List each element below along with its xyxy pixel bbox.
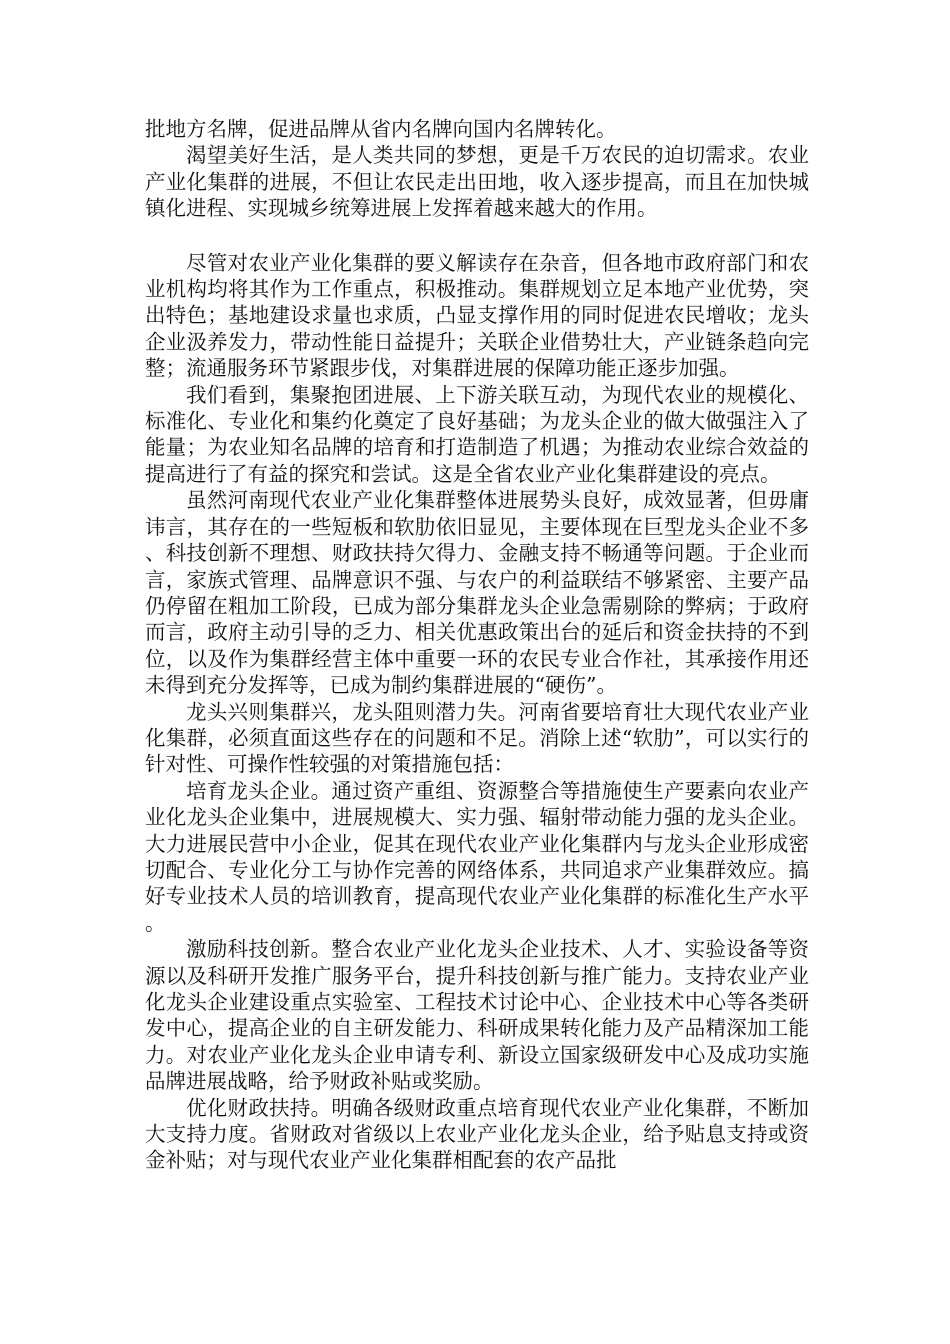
- paragraph-2: 渴望美好生活，是人类共同的梦想，更是千万农民的迫切需求。农业产业化集群的进展，不但让农民走出田地，收入逐步提高，而且在加快城镇化进程、实现城乡统筹进展上发挥着越来越大的作用。: [145, 143, 809, 221]
- paragraph-1: 批地方名牌，促进品牌从省内名牌向国内名牌转化。: [145, 117, 617, 141]
- paragraph-4: 我们看到，集聚抱团进展、上下游关联互动，为现代农业的规模化、标准化、专业化和集约化奠定了良好基础；为龙头企业的做大做强注入了能量；为农业知名品牌的培育和打造制造了机遇；为推动农业综合效益的提高进行了有益的探究和尝试。这是全省农业产业化集群建设的亮点。: [145, 382, 809, 486]
- paragraph-5: 虽然河南现代农业产业化集群整体进展势头良好，成效显著，但毋庸讳言，其存在的一些短板和软肋依旧显见，主要体现在巨型龙头企业不多、科技创新不理想、财政扶持欠得力、金融支持不畅通等问题。于企业而言，家族式管理、品牌意识不强、与农户的利益联结不够紧密、主要产品仍停留在粗加工阶段，已成为部分集群龙头企业急需剔除的弊病；于政府而言，政府主动引导的乏力、相关优惠政策出台的延后和资金扶持的不到位，以及作为集群经营主体中重要一环的农民专业合作社，其承接作用还未得到充分发挥等，已成为制约集群进展的“硬伤”。: [145, 488, 809, 698]
- paragraph-9: 优化财政扶持。明确各级财政重点培育现代农业产业化集群，不断加大支持力度。省财政对省级以上农业产业化龙头企业，给予贴息支持或资金补贴；对与现代农业产业化集群相配套的农产品批: [145, 1095, 809, 1173]
- document-page: [145, 116, 809, 1174]
- paragraph-8: 激励科技创新。整合农业产业化龙头企业技术、人才、实验设备等资源以及科研开发推广服务平台，提升科技创新与推广能力。支持农业产业化龙头企业建设重点实验室、工程技术讨论中心、企业技术中心等各类研发中心，提高企业的自主研发能力、科研成果转化能力及产品精深加工能力。对农业产业化龙头企业申请专利、新设立国家级研发中心及成功实施品牌进展战略，给予财政补贴或奖励。: [145, 937, 809, 1094]
- paragraph-7: 培育龙头企业。通过资产重组、资源整合等措施使生产要素向农业产业化龙头企业集中，进展规模大、实力强、辐射带动能力强的龙头企业。大力进展民营中小企业，促其在现代农业产业化集群内与龙头企业形成密切配合、专业化分工与协作完善的网络体系，共同追求产业集群效应。搞好专业技术人员的培训教育，提高现代农业产业化集群的标准化生产水平。: [145, 778, 809, 935]
- paragraph-6: 龙头兴则集群兴，龙头阻则潜力失。河南省要培育壮大现代农业产业化集群，必须直面这些存在的问题和不足。消除上述“软肋”，可以实行的针对性、可操作性较强的对策措施包括：: [145, 699, 809, 777]
- paragraph-gap: [145, 222, 809, 250]
- paragraph-3: 尽管对农业产业化集群的要义解读存在杂音，但各地市政府部门和农业机构均将其作为工作重点，积极推动。集群规划立足本地产业优势，突出特色；基地建设求量也求质，凸显支撑作用的同时促进农民增收；龙头企业汲养发力，带动性能日益提升；关联企业借势壮大，产业链条趋向完整；流通服务环节紧跟步伐，对集群进展的保障功能正逐步加强。: [145, 250, 809, 381]
